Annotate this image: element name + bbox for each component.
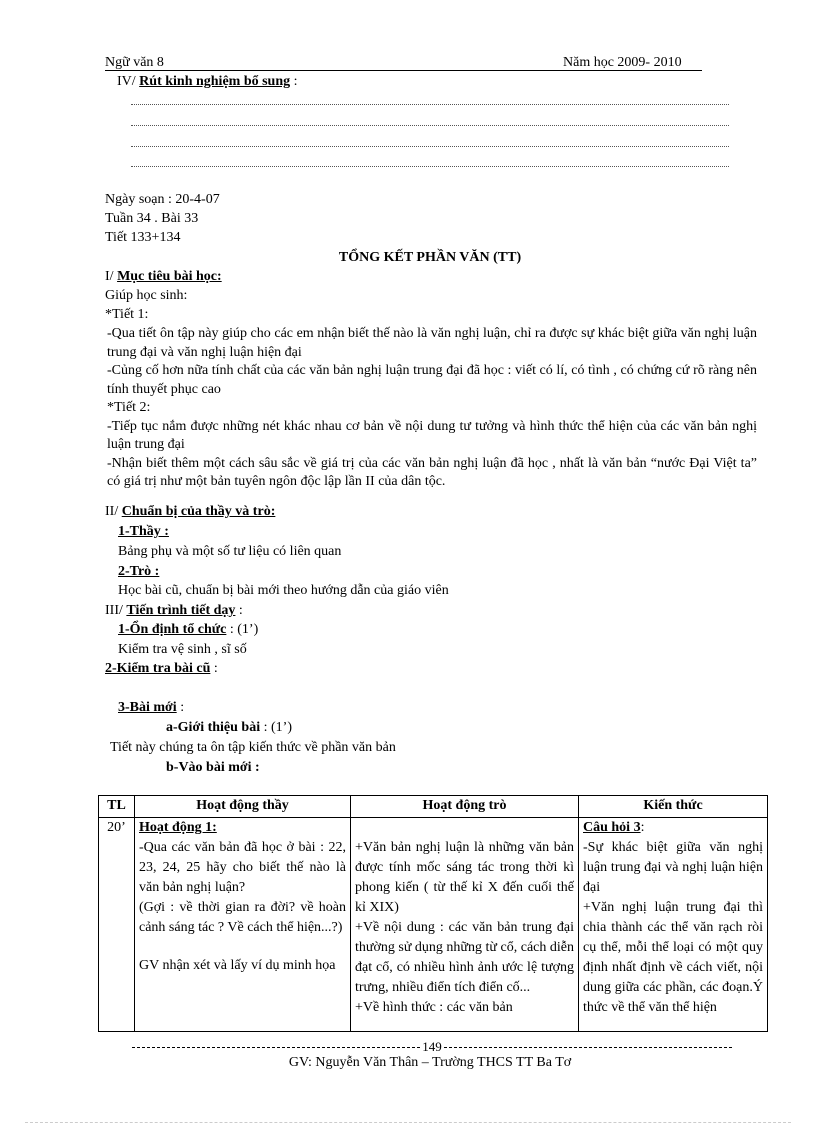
column-header-time: TL	[99, 796, 135, 818]
student-text: Học bài cũ, chuẩn bị bài mới theo hướng dẫn của giáo viên	[118, 583, 449, 598]
step-1-text: Kiểm tra vệ sinh , sĩ số	[118, 642, 247, 657]
dotted-line	[131, 146, 729, 147]
lesson-table	[98, 795, 768, 1032]
step-2-heading: 2-Kiểm tra bài cũ :	[105, 661, 218, 676]
section-1-heading: I/ Mục tiêu bài học:	[105, 269, 222, 284]
dotted-line	[131, 104, 729, 105]
footer-page-rule	[132, 1039, 732, 1055]
activity-heading: Hoạt động 1:	[139, 820, 217, 835]
table-header-row	[99, 796, 768, 818]
footer-author: GV: Nguyễn Văn Thân – Trường THCS TT Ba Tơ	[288, 1055, 572, 1070]
knowledge-text: -Sự khác biệt giữa văn nghị luận trung đại và nghị luận hiện đại	[583, 840, 763, 895]
teacher-note: GV nhận xét và lấy ví dụ minh họa	[139, 958, 336, 973]
teacher-text: Bảng phụ và một số tư liệu có liên quan	[118, 544, 342, 559]
tiet-1-label: *Tiết 1:	[105, 307, 149, 322]
section-4-heading: IV/ Rút kinh nghiệm bổ sung :	[117, 74, 298, 89]
objective-text: -Nhận biết thêm một cách sâu sắc về giá trị của các văn bản nghị luận đã học , nhất là văn bản “nước Đại Việt ta” có giá trị như một bản tuyên ngôn độc lập lần II của dân tộc.	[107, 455, 757, 489]
column-header-knowledge: Kiến thức	[579, 796, 768, 818]
step-3a-heading: a-Giới thiệu bài : (1’)	[166, 720, 292, 735]
section-3-heading: III/ Tiến trình tiết dạy :	[105, 603, 243, 618]
teacher-question: -Qua các văn bản đã học ở bài : 22, 23, 24, 25 hãy cho biết thế nào là văn bản nghị luận?	[139, 840, 346, 895]
step-3b-heading: b-Vào bài mới :	[166, 760, 260, 775]
student-answer: +Về hình thức : các văn bản	[355, 1000, 513, 1015]
column-header-teacher: Hoạt động thầy	[135, 796, 351, 818]
dotted-line	[131, 166, 729, 167]
objective-text: -Tiếp tục nắm được những nét khác nhau cơ bản về nội dung tư tưởng và hình thức thể hiện của các văn bản nghị luận trung đại	[107, 418, 757, 452]
section-1-body	[107, 325, 757, 492]
lesson-date: Ngày soạn : 20-4-07	[105, 192, 220, 207]
header-subject: Ngữ văn 8	[105, 55, 164, 70]
knowledge-text: +Văn nghị luận trung đại thì chia thành các thể văn rạch ròi cụ thể, mỗi thể loại có một quy định nhất định về cách viết, nội dung giữa các phần, các đoạn.Ý thức về thể văn thể hiện	[583, 900, 763, 1015]
page-number: 149	[422, 1039, 442, 1054]
cell-time: 20’	[99, 818, 135, 1032]
dotted-line	[131, 125, 729, 126]
knowledge-heading: Câu hỏi 3:	[583, 820, 645, 835]
column-header-student: Hoạt động trò	[351, 796, 579, 818]
section-1-intro: Giúp học sinh:	[105, 288, 188, 303]
header-school-year: Năm học 2009- 2010	[563, 55, 682, 70]
tiet-2-label: *Tiết 2:	[107, 400, 151, 415]
page-title: TỔNG KẾT PHẦN VĂN (TT)	[338, 250, 522, 265]
cell-teacher-activity	[135, 818, 351, 1032]
table-row	[99, 818, 768, 1032]
student-answer: +Về nội dung : các văn bản trung đại thường sử dụng những từ cổ, cách diễn đạt cổ, có nhiều hình ảnh ước lệ tượng trưng, nhiều điển tích điển cố...	[355, 920, 574, 995]
step-1-heading: 1-Ổn định tổ chức : (1’)	[118, 622, 259, 637]
teacher-heading: 1-Thầy :	[118, 524, 169, 539]
section-2-heading: II/ Chuẩn bị của thầy và trò:	[105, 504, 276, 519]
header-rule	[105, 70, 702, 71]
objective-text: -Qua tiết ôn tập này giúp cho các em nhận biết thế nào là văn nghị luận, chỉ ra được sự khác biệt giữa văn nghị luận trung đại và văn nghị luận hiện đại	[107, 326, 757, 360]
cell-student-activity	[351, 818, 579, 1032]
student-heading: 2-Trò :	[118, 564, 160, 579]
cell-knowledge	[579, 818, 768, 1032]
step-3a-text: Tiết này chúng ta ôn tập kiến thức về phần văn bản	[110, 740, 396, 755]
lesson-week: Tuần 34 . Bài 33	[105, 211, 199, 226]
teacher-hint: (Gợi : về thời gian ra đời? về hoàn cảnh sáng tác ? Về cách thể hiện...?)	[139, 900, 346, 935]
student-answer: +Văn bản nghị luận là những văn bản được tính mốc sáng tác trong thời kì phong kiến ( từ thế kỉ X đến cuối thế kỉ XIX)	[355, 840, 574, 915]
step-3-heading: 3-Bài mới :	[118, 700, 185, 715]
lesson-period: Tiết 133+134	[105, 230, 181, 245]
objective-text: -Củng cố hơn nữa tính chất của các văn bản nghị luận trung đại đã học : viết có lí, có tình , có chứng cứ rõ ràng nên tính thuyết phục cao	[107, 363, 757, 397]
